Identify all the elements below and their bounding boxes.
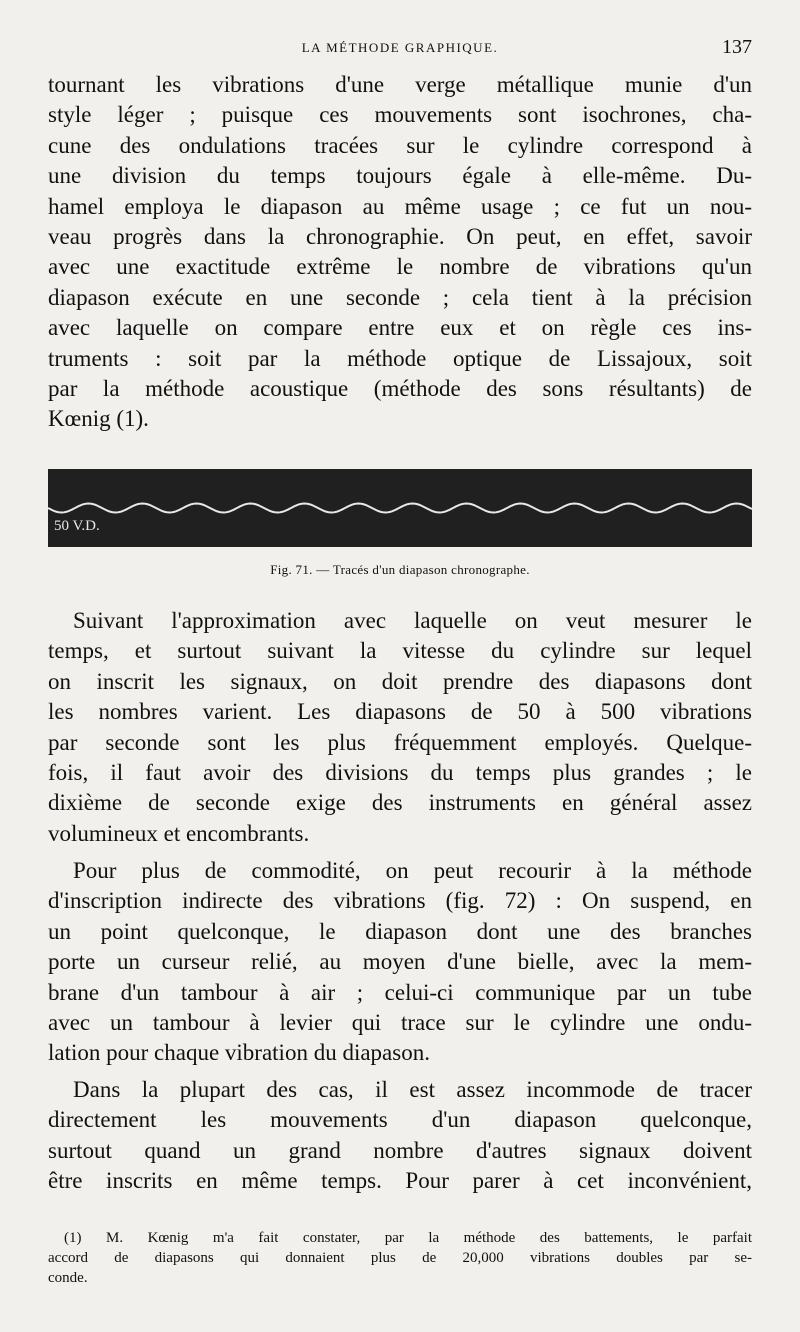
text-line: par la méthode acoustique (méthode des sons résultants) de	[48, 375, 752, 401]
text-line: avec un tambour à levier qui trace sur le cylindre une ondu-	[48, 1009, 752, 1035]
text-line: Kœnig (1).	[48, 406, 149, 432]
paragraph-top	[48, 70, 752, 435]
text-line: cune des ondulations tracées sur le cylindre correspond à	[48, 132, 752, 158]
text-line: volumineux et encombrants.	[48, 820, 310, 846]
text-line: lation pour chaque vibration du diapason.	[48, 1040, 430, 1066]
text-line: Suivant l'approximation avec laquelle on veut mesurer le	[73, 608, 752, 633]
text-line: une division du temps toujours égale à elle-même. Du-	[48, 163, 752, 189]
paragraph-3	[48, 856, 752, 1069]
page-number: 137	[722, 36, 752, 58]
footnote-line: (1) M. Kœnig m'a fait constater, par la méthode des battements, le parfait	[64, 1230, 752, 1246]
text-line: les nombres varient. Les diapasons de 50 à 500 vibrations	[48, 699, 752, 725]
text-line: truments : soit par la méthode optique de Lissajoux, soit	[48, 345, 752, 371]
text-line: on inscrit les signaux, on doit prendre des diapasons dont	[48, 668, 752, 694]
text-line: un point quelconque, le diapason dont une des branches	[48, 918, 752, 944]
text-line: tournant les vibrations d'une verge métallique munie d'un	[48, 72, 752, 97]
text-line: Dans la plupart des cas, il est assez incommode de tracer	[73, 1077, 752, 1102]
footnote	[48, 1228, 752, 1288]
text-line: directement les mouvements d'un diapason quelconque,	[48, 1107, 752, 1133]
text-line: par seconde sont les plus fréquemment employés. Quelque-	[48, 729, 752, 755]
text-line: Pour plus de commodité, on peut recourir à la méthode	[73, 858, 752, 883]
text-line: surtout quand un grand nombre d'autres signaux doivent	[48, 1137, 752, 1163]
text-line: fois, il faut avoir des divisions du temps plus grandes ; le	[48, 759, 752, 785]
footnote-line: accord de diapasons qui donnaient plus de 20,000 vibrations doubles par se-	[48, 1250, 752, 1266]
text-line: avec une exactitude extrême le nombre de vibrations qu'un	[48, 254, 752, 280]
text-line: porte un curseur relié, au moyen d'une bielle, avec la mem-	[48, 949, 752, 975]
figure-caption: Fig. 71. — Tracés d'un diapason chronographe.	[270, 562, 530, 577]
trace-svg	[48, 469, 752, 547]
figure-71-tuning-fork-trace	[48, 469, 752, 547]
text-line: style léger ; puisque ces mouvements sont isochrones, cha-	[48, 102, 752, 128]
text-line: diapason exécute en une seconde ; cela tient à la précision	[48, 284, 752, 310]
paragraph-4	[48, 1075, 752, 1197]
running-head: LA MÉTHODE GRAPHIQUE.	[301, 40, 499, 55]
text-line: avec laquelle on compare entre eux et on règle ces ins-	[48, 315, 752, 341]
text-line: temps, et surtout suivant la vitesse du cylindre sur lequel	[48, 638, 752, 664]
trace-label: 50 V.D.	[54, 518, 100, 534]
text-line: veau progrès dans la chronographie. On peut, en effet, savoir	[48, 223, 752, 249]
text-line: brane d'un tambour à air ; celui-ci communique par un tube	[48, 979, 752, 1005]
text-line: être inscrits en même temps. Pour parer à cet inconvénient,	[48, 1168, 752, 1194]
sinusoidal-trace	[48, 504, 752, 513]
footnote-line: conde.	[48, 1270, 88, 1286]
text-line: dixième de seconde exige des instruments en général assez	[48, 790, 752, 816]
paragraph-2	[48, 606, 752, 849]
page-header	[48, 34, 752, 58]
text-line: hamel employa le diapason au même usage ; ce fut un nou-	[48, 193, 752, 219]
text-line: d'inscription indirecte des vibrations (fig. 72) : On suspend, en	[48, 888, 752, 914]
